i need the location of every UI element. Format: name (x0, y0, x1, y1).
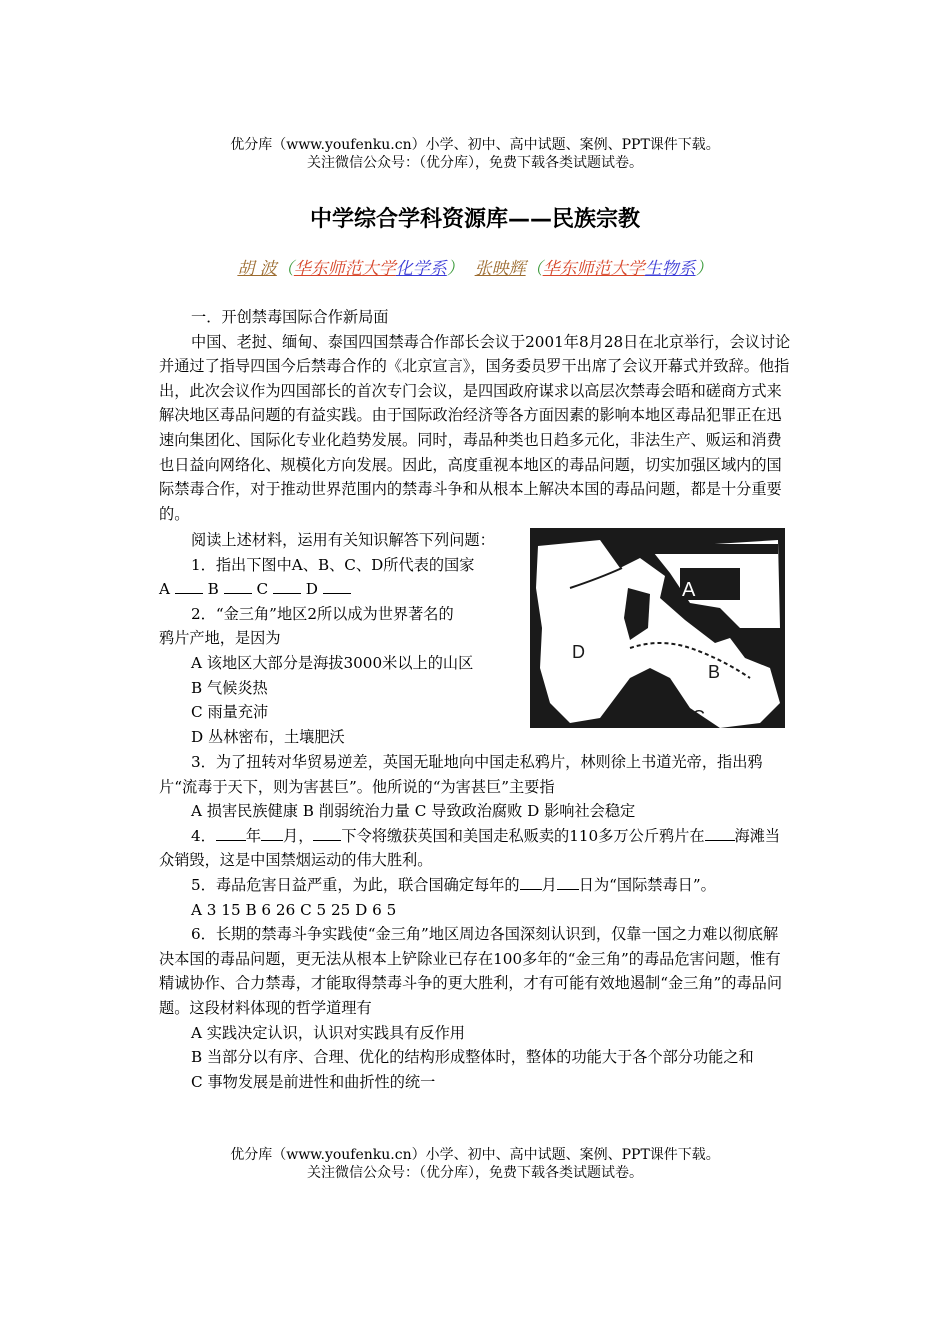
question-4 (159, 824, 792, 873)
blank-d[interactable] (323, 578, 351, 594)
question-6-option-a: A 实践决定认识，认识对实践具有反作用 (191, 1023, 465, 1042)
blank-year[interactable] (216, 825, 246, 841)
question-5-options: A 3 15 B 6 26 C 5 25 D 6 5 (191, 900, 397, 919)
question-2-option: C 雨量充沛 (191, 703, 269, 722)
blank-person[interactable] (313, 825, 341, 841)
paren: （ (525, 259, 543, 279)
answer-label-c: C (256, 580, 269, 599)
page-title: 中学综合学科资源库——民族宗教 (309, 207, 640, 232)
answer-label-b: B (207, 580, 219, 599)
paren: ） (695, 259, 713, 279)
question-6-option-b: B 当部分以有序、合理、优化的结构形成整体时，整体的功能大于各个部分功能之和 (191, 1048, 754, 1067)
question-1: 1．指出下图中A、B、C、D所代表的国家 (191, 555, 475, 574)
q4-text: 海滩当众销毁，这是中国禁烟运动的伟大胜利。 (159, 826, 781, 870)
golden-triangle-map (530, 528, 785, 728)
q4-text: 下令将缴获英国和美国走私贩卖的110多万公斤鸦片在 (341, 826, 705, 845)
answer-label-d: D (305, 580, 318, 599)
answer-label-a: A (159, 580, 170, 599)
map-label-c: C (692, 707, 705, 727)
question-3-options: A 损害民族健康 B 削弱统治力量 C 导致政治腐败 D 影响社会稳定 (191, 802, 636, 821)
question-2-line-1: 2．“金三角”地区2所以成为世界著名的 (191, 604, 454, 623)
question-6-option-c: C 事物发展是前进性和曲折性的统一 (191, 1072, 436, 1091)
border-band (636, 544, 778, 554)
header-line-1: 优分库（www.youfenku.cn）小学、初中、高中试题、案例、PPT课件下载。 (230, 137, 720, 153)
q5-text: 月 (541, 875, 557, 894)
question-2-option: A 该地区大部分是海拔3000米以上的山区 (191, 653, 474, 672)
blank-month[interactable] (520, 874, 542, 890)
page-footer (0, 1146, 950, 1182)
intro-paragraph: 中国、老挝、缅甸、泰国四国禁毒合作部长会议于2001年8月28日在北京举行，会议讨论并通过了指导四国今后禁毒合作的《北京宣言》，国务委员罗干出席了会议开幕式并致辞。他指出，此次会议作为四国部长的首次专门会议，是四国政府谋求以高层次禁毒会晤和磋商方式来解决地区毒品问题的有益实践。由于国际政治经济等各方面因素的影响本地区毒品犯罪正在迅速向集团化、国际化专业化趋势发展。同时，毒品种类也日趋多元化，非法生产、贩运和消费也日益向网络化、规模化方向发展。因此，高度重视本地区的毒品问题，切实加强区域内的国际禁毒合作，对于推动世界范围内的禁毒斗争和从根本上解决本国的毒品问题，都是十分重要的。 (159, 332, 791, 523)
q4-text: 月， (283, 826, 314, 845)
question-2-option: B 气候炎热 (191, 678, 268, 697)
q4-text: 年 (245, 826, 262, 845)
blank-c[interactable] (273, 578, 301, 594)
q5-text: 5．毒品危害日益严重，为此，联合国确定每年的 (191, 875, 520, 894)
dept-2-link[interactable]: 生物系 (644, 259, 696, 279)
q5-text: 日为“国际禁毒日”。 (578, 875, 716, 894)
org-1-link[interactable]: 华东师范大学 (293, 259, 396, 279)
questions-lower (159, 750, 792, 1094)
author-line (0, 254, 950, 279)
blank-b[interactable] (224, 578, 252, 594)
questions-beside-map (159, 528, 519, 749)
page-header (0, 136, 950, 172)
q4-text: 4． (191, 826, 216, 845)
map-label-b: B (708, 662, 721, 682)
section-heading: 一．开创禁毒国际合作新局面 (191, 308, 389, 326)
blank-a[interactable] (175, 578, 203, 594)
question-2-option: D 丛林密布，土壤肥沃 (191, 727, 345, 746)
question-2-line-2: 鸦片产地，是因为 (159, 629, 281, 648)
org-2-link[interactable]: 华东师范大学 (542, 259, 645, 279)
question-5 (159, 873, 792, 898)
question-6: 6．长期的禁毒斗争实践使“金三角”地区周边各国深刻认识到，仅靠一国之力难以彻底解决本国的毒品问题，更无法从根本上铲除业已存在100多年的“金三角”的毒品危害问题，惟有精诚协作、合力禁毒，才能取得禁毒斗争的更大胜利，才有可能有效地遏制“金三角”的毒品问题。这段材料体现的哲学道理有 (159, 925, 783, 1017)
map-label-d: D (572, 642, 585, 662)
header-line-2: 关注微信公众号：（优分库），免费下载各类试题试卷。 (307, 155, 643, 171)
read-prompt: 阅读上述材料，运用有关知识解答下列问题： (191, 531, 495, 549)
blank-month[interactable] (261, 825, 283, 841)
question-1-answers (159, 577, 519, 602)
paren: ） (446, 259, 464, 279)
document-body (159, 305, 792, 526)
blank-place[interactable] (705, 825, 735, 841)
paren: （ (276, 259, 294, 279)
map-label-a: A (682, 579, 696, 601)
footer-line-1: 优分库（www.youfenku.cn）小学、初中、高中试题、案例、PPT课件下载。 (230, 1147, 720, 1163)
footer-line-2: 关注微信公众号：（优分库），免费下载各类试题试卷。 (307, 1165, 643, 1181)
author-1-link[interactable]: 胡 波 (237, 259, 277, 279)
question-3: 3．为了扭转对华贸易逆差，英国无耻地向中国走私鸦片，林则徐上书道光帝，指出鸦片“流毒于天下，则为害甚巨”。他所说的“为害甚巨”主要指 (159, 753, 763, 796)
author-2-link[interactable]: 张映辉 (474, 259, 526, 279)
dept-1-link[interactable]: 化学系 (395, 259, 447, 279)
blank-day[interactable] (557, 874, 579, 890)
